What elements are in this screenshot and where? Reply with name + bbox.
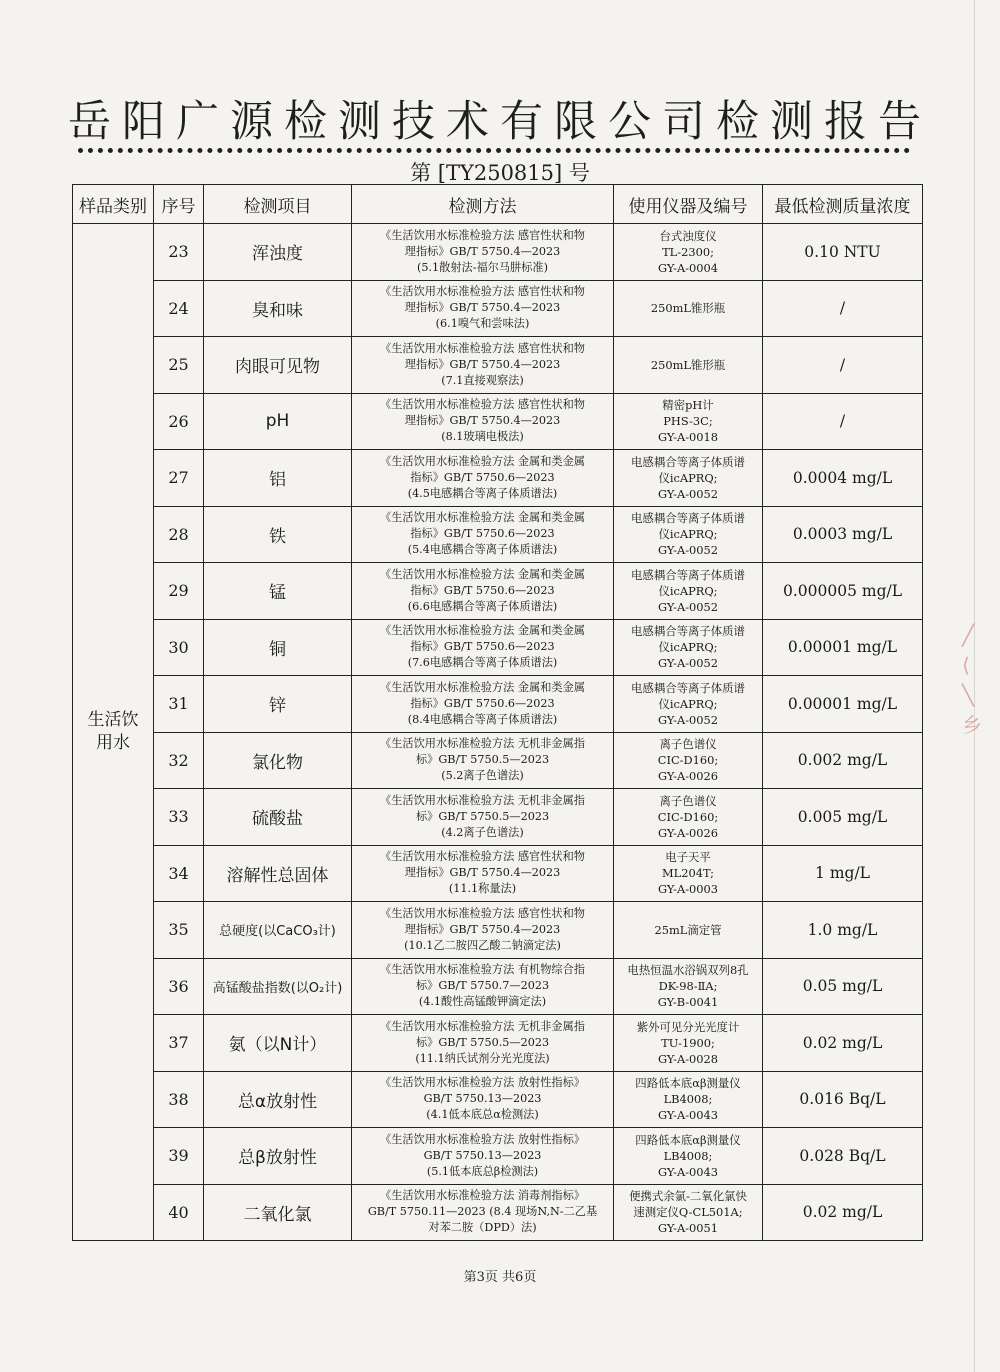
test-item: 铁 bbox=[204, 506, 352, 563]
method-line: 《生活饮用水标准检验方法 无机非金属指 bbox=[380, 1019, 585, 1033]
table-row bbox=[73, 732, 923, 789]
detection-limit: / bbox=[763, 337, 923, 394]
row-number: 23 bbox=[154, 224, 204, 281]
table-row bbox=[73, 563, 923, 620]
test-method bbox=[352, 619, 614, 676]
instrument-line: CIC-D160; bbox=[657, 753, 719, 768]
row-number: 34 bbox=[154, 845, 204, 902]
instrument bbox=[614, 563, 763, 620]
instrument bbox=[614, 393, 763, 450]
method-line: 理指标》GB/T 5750.4—2023 bbox=[404, 301, 561, 315]
instrument-line: GY-A-0051 bbox=[657, 1221, 719, 1236]
row-number: 33 bbox=[154, 789, 204, 846]
row-number: 27 bbox=[154, 450, 204, 507]
instrument-line: 电感耦合等离子体质谱 bbox=[631, 511, 745, 526]
header-instrument: 使用仪器及编号 bbox=[614, 185, 763, 224]
test-item: pH bbox=[204, 393, 352, 450]
test-method bbox=[352, 1071, 614, 1128]
method-line: 《生活饮用水标准检验方法 有机物综合指 bbox=[380, 963, 585, 977]
method-line: 《生活饮用水标准检验方法 消毒剂指标》 bbox=[380, 1189, 585, 1203]
test-method bbox=[352, 676, 614, 733]
row-number: 25 bbox=[154, 337, 204, 394]
method-line: (8.1玻璃电极法) bbox=[441, 430, 524, 444]
test-method bbox=[352, 506, 614, 563]
instrument-line: GY-A-0043 bbox=[657, 1164, 719, 1179]
method-line: (11.1称量法) bbox=[448, 882, 517, 896]
method-line: (5.4电感耦合等离子体质谱法) bbox=[407, 543, 558, 557]
table-row bbox=[73, 676, 923, 733]
instrument bbox=[614, 676, 763, 733]
method-line: 《生活饮用水标准检验方法 感官性状和物 bbox=[380, 341, 585, 355]
instrument-line: ML204T; bbox=[662, 866, 714, 881]
test-item: 溶解性总固体 bbox=[204, 845, 352, 902]
table-row bbox=[73, 619, 923, 676]
instrument-line: GY-A-0052 bbox=[657, 486, 719, 501]
instrument-line: 仪icAPRQ; bbox=[658, 527, 718, 542]
table-row bbox=[73, 337, 923, 394]
instrument-line: 仪icAPRQ; bbox=[658, 640, 718, 655]
instrument-line: 离子色谱仪 bbox=[659, 793, 717, 808]
method-line: (4.2离子色谱法) bbox=[441, 825, 524, 839]
method-line: (7.6电感耦合等离子体质谱法) bbox=[407, 656, 558, 670]
test-item: 肉眼可见物 bbox=[204, 337, 352, 394]
test-item: 锌 bbox=[204, 676, 352, 733]
method-line: 《生活饮用水标准检验方法 金属和类金属 bbox=[380, 567, 585, 581]
test-method bbox=[352, 1128, 614, 1185]
row-number: 32 bbox=[154, 732, 204, 789]
instrument-line: 电子天平 bbox=[665, 850, 711, 865]
instrument-line: GY-A-0004 bbox=[657, 260, 719, 275]
detection-limit: / bbox=[763, 280, 923, 337]
method-line: (8.4电感耦合等离子体质谱法) bbox=[407, 712, 558, 726]
test-method bbox=[352, 789, 614, 846]
test-item: 硫酸盐 bbox=[204, 789, 352, 846]
method-line: 《生活饮用水标准检验方法 感官性状和物 bbox=[380, 398, 585, 412]
detection-limit: / bbox=[763, 393, 923, 450]
test-item: 总α放射性 bbox=[204, 1071, 352, 1128]
row-number: 31 bbox=[154, 676, 204, 733]
method-line: GB/T 5750.11—2023 (8.4 现场N,N-二乙基 bbox=[367, 1205, 598, 1219]
method-line: 理指标》GB/T 5750.4—2023 bbox=[404, 414, 561, 428]
detection-limit: 0.00001 mg/L bbox=[763, 619, 923, 676]
instrument bbox=[614, 845, 763, 902]
instrument bbox=[614, 224, 763, 281]
instrument-line: 电感耦合等离子体质谱 bbox=[631, 567, 745, 582]
instrument-line: GY-A-0052 bbox=[657, 656, 719, 671]
test-item: 铜 bbox=[204, 619, 352, 676]
method-line: (6.6电感耦合等离子体质谱法) bbox=[407, 599, 558, 613]
method-line: (7.1直接观察法) bbox=[441, 373, 524, 387]
method-line: 《生活饮用水标准检验方法 金属和类金属 bbox=[380, 511, 585, 525]
instrument-line: DK-98-ⅡA; bbox=[658, 979, 718, 994]
method-line: 《生活饮用水标准检验方法 感官性状和物 bbox=[380, 906, 585, 920]
method-line: 指标》GB/T 5750.6—2023 bbox=[410, 640, 555, 654]
method-line: (4.1酸性高锰酸钾滴定法) bbox=[418, 995, 547, 1009]
detection-limit: 0.00001 mg/L bbox=[763, 676, 923, 733]
method-line: GB/T 5750.13—2023 bbox=[423, 1092, 542, 1106]
method-line: 指标》GB/T 5750.6—2023 bbox=[410, 583, 555, 597]
method-line: 指标》GB/T 5750.6—2023 bbox=[410, 470, 555, 484]
method-line: 标》GB/T 5750.5—2023 bbox=[415, 753, 550, 767]
instrument-line: 离子色谱仪 bbox=[659, 737, 717, 752]
table-row bbox=[73, 845, 923, 902]
method-line: 理指标》GB/T 5750.4—2023 bbox=[404, 244, 561, 258]
table-row bbox=[73, 1071, 923, 1128]
instrument-line: TL-2300; bbox=[662, 244, 714, 259]
row-number: 28 bbox=[154, 506, 204, 563]
test-item: 总硬度(以CaCO₃计) bbox=[204, 902, 352, 959]
detection-limit: 1.0 mg/L bbox=[763, 902, 923, 959]
test-method bbox=[352, 1184, 614, 1241]
instrument-line: TU-1900; bbox=[661, 1035, 715, 1050]
test-item: 总β放射性 bbox=[204, 1128, 352, 1185]
report-table bbox=[72, 184, 923, 1241]
method-line: (11.1纳氏试剂分光光度法) bbox=[415, 1051, 550, 1065]
instrument-line: GY-A-0026 bbox=[657, 825, 719, 840]
sample-category: 生活饮用水 bbox=[73, 224, 154, 1241]
detection-limit: 0.10 NTU bbox=[763, 224, 923, 281]
instrument-line: 电热恒温水浴锅双列8孔 bbox=[627, 963, 749, 978]
method-line: 标》GB/T 5750.5—2023 bbox=[415, 809, 550, 823]
instrument bbox=[614, 1128, 763, 1185]
test-method bbox=[352, 450, 614, 507]
detection-limit: 0.005 mg/L bbox=[763, 789, 923, 846]
row-number: 39 bbox=[154, 1128, 204, 1185]
method-line: 《生活饮用水标准检验方法 金属和类金属 bbox=[380, 680, 585, 694]
instrument-line: 25mL滴定管 bbox=[654, 922, 722, 937]
header-no: 序号 bbox=[154, 185, 204, 224]
table-row bbox=[73, 902, 923, 959]
method-line: 标》GB/T 5750.5—2023 bbox=[415, 1035, 550, 1049]
test-method bbox=[352, 393, 614, 450]
test-item: 氯化物 bbox=[204, 732, 352, 789]
instrument-line: 仪icAPRQ; bbox=[658, 470, 718, 485]
instrument bbox=[614, 958, 763, 1015]
method-line: 《生活饮用水标准检验方法 无机非金属指 bbox=[380, 793, 585, 807]
method-line: 《生活饮用水标准检验方法 金属和类金属 bbox=[380, 454, 585, 468]
header-limit: 最低检测质量浓度 bbox=[763, 185, 923, 224]
method-line: 理指标》GB/T 5750.4—2023 bbox=[404, 357, 561, 371]
table-row bbox=[73, 506, 923, 563]
test-method bbox=[352, 563, 614, 620]
row-number: 29 bbox=[154, 563, 204, 620]
instrument-line: GY-A-0043 bbox=[657, 1108, 719, 1123]
instrument bbox=[614, 450, 763, 507]
instrument-line: GY-A-0026 bbox=[657, 769, 719, 784]
instrument-line: 电感耦合等离子体质谱 bbox=[631, 680, 745, 695]
instrument-line: 电感耦合等离子体质谱 bbox=[631, 454, 745, 469]
table-row bbox=[73, 224, 923, 281]
method-line: 《生活饮用水标准检验方法 放射性指标》 bbox=[380, 1076, 585, 1090]
row-number: 26 bbox=[154, 393, 204, 450]
report-title: 岳阳广源检测技术有限公司检测报告 bbox=[68, 97, 932, 147]
method-line: (5.1低本底总β检测法) bbox=[426, 1164, 539, 1178]
header-category: 样品类别 bbox=[73, 185, 154, 224]
instrument-line: LB4008; bbox=[663, 1092, 713, 1107]
test-item: 铝 bbox=[204, 450, 352, 507]
method-line: 标》GB/T 5750.7—2023 bbox=[415, 979, 550, 993]
instrument-line: GY-A-0028 bbox=[657, 1051, 719, 1066]
table-row bbox=[73, 280, 923, 337]
detection-limit: 0.0003 mg/L bbox=[763, 506, 923, 563]
instrument-line: GY-A-0018 bbox=[657, 430, 719, 445]
instrument-line: GY-A-0003 bbox=[657, 882, 719, 897]
method-line: 《生活饮用水标准检验方法 感官性状和物 bbox=[380, 228, 585, 242]
test-method bbox=[352, 1015, 614, 1072]
table-row bbox=[73, 1128, 923, 1185]
instrument-line: 精密pH计 bbox=[662, 398, 714, 413]
instrument-line: 紫外可见分光光度计 bbox=[636, 1019, 740, 1034]
title-divider bbox=[78, 148, 910, 153]
test-item: 二氧化氯 bbox=[204, 1184, 352, 1241]
method-line: 《生活饮用水标准检验方法 感官性状和物 bbox=[380, 285, 585, 299]
instrument bbox=[614, 337, 763, 394]
test-method bbox=[352, 280, 614, 337]
test-method bbox=[352, 902, 614, 959]
test-item: 锰 bbox=[204, 563, 352, 620]
method-line: 《生活饮用水标准检验方法 无机非金属指 bbox=[380, 737, 585, 751]
table-row bbox=[73, 789, 923, 846]
method-line: (6.1嗅气和尝味法) bbox=[435, 317, 530, 331]
test-item: 高锰酸盐指数(以O₂计) bbox=[204, 958, 352, 1015]
report-number: 第 [TY250815] 号 bbox=[410, 161, 590, 185]
row-number: 38 bbox=[154, 1071, 204, 1128]
detection-limit: 0.000005 mg/L bbox=[763, 563, 923, 620]
method-line: (4.1低本底总α检测法) bbox=[426, 1108, 539, 1122]
instrument bbox=[614, 1184, 763, 1241]
method-line: (5.2离子色谱法) bbox=[441, 769, 524, 783]
instrument-line: 250mL锥形瓶 bbox=[650, 301, 726, 316]
detection-limit: 0.02 mg/L bbox=[763, 1015, 923, 1072]
table-row bbox=[73, 958, 923, 1015]
instrument-line: CIC-D160; bbox=[657, 809, 719, 824]
method-line: 《生活饮用水标准检验方法 感官性状和物 bbox=[380, 850, 585, 864]
instrument-line: PHS-3C; bbox=[663, 414, 713, 429]
row-number: 40 bbox=[154, 1184, 204, 1241]
instrument bbox=[614, 732, 763, 789]
detection-limit: 0.0004 mg/L bbox=[763, 450, 923, 507]
table-row bbox=[73, 393, 923, 450]
instrument-line: 仪icAPRQ; bbox=[658, 696, 718, 711]
detection-limit: 0.028 Bq/L bbox=[763, 1128, 923, 1185]
instrument-line: GY-A-0052 bbox=[657, 599, 719, 614]
instrument-line: LB4008; bbox=[663, 1148, 713, 1163]
test-method bbox=[352, 958, 614, 1015]
header-method: 检测方法 bbox=[352, 185, 614, 224]
header-item: 检测项目 bbox=[204, 185, 352, 224]
instrument-line: GY-A-0052 bbox=[657, 543, 719, 558]
instrument-line: 四路低本底αβ测量仪 bbox=[635, 1076, 741, 1091]
instrument-line: 电感耦合等离子体质谱 bbox=[631, 624, 745, 639]
instrument-line: 台式浊度仪 bbox=[659, 228, 717, 243]
row-number: 24 bbox=[154, 280, 204, 337]
detection-limit: 0.016 Bq/L bbox=[763, 1071, 923, 1128]
instrument-line: 速测定仪Q-CL501A; bbox=[633, 1205, 743, 1220]
instrument-line: 仪icAPRQ; bbox=[658, 583, 718, 598]
instrument-line: 四路低本底αβ测量仪 bbox=[635, 1132, 741, 1147]
instrument bbox=[614, 902, 763, 959]
method-line: (10.1乙二胺四乙酸二钠滴定法) bbox=[404, 938, 561, 952]
row-number: 35 bbox=[154, 902, 204, 959]
page-footer: 第3页 共6页 bbox=[463, 1270, 537, 1285]
test-method bbox=[352, 845, 614, 902]
row-number: 37 bbox=[154, 1015, 204, 1072]
test-method bbox=[352, 337, 614, 394]
method-line: GB/T 5750.13—2023 bbox=[423, 1148, 542, 1162]
test-item: 氨（以N计） bbox=[204, 1015, 352, 1072]
instrument bbox=[614, 506, 763, 563]
test-method bbox=[352, 732, 614, 789]
test-method bbox=[352, 224, 614, 281]
method-line: 对苯二胺（DPD）法) bbox=[428, 1221, 537, 1235]
instrument-line: GY-A-0052 bbox=[657, 712, 719, 727]
detection-limit: 0.02 mg/L bbox=[763, 1184, 923, 1241]
table-header-row bbox=[73, 185, 923, 224]
instrument bbox=[614, 789, 763, 846]
test-item: 浑浊度 bbox=[204, 224, 352, 281]
method-line: 指标》GB/T 5750.6—2023 bbox=[410, 527, 555, 541]
row-number: 30 bbox=[154, 619, 204, 676]
instrument bbox=[614, 280, 763, 337]
instrument-line: 便携式余氯-二氧化氯快 bbox=[629, 1189, 747, 1204]
table-row bbox=[73, 1015, 923, 1072]
instrument bbox=[614, 1071, 763, 1128]
detection-limit: 0.05 mg/L bbox=[763, 958, 923, 1015]
method-line: (4.5电感耦合等离子体质谱法) bbox=[407, 486, 558, 500]
table-row bbox=[73, 450, 923, 507]
instrument bbox=[614, 1015, 763, 1072]
instrument-line: 250mL锥形瓶 bbox=[650, 357, 726, 372]
detection-limit: 0.002 mg/L bbox=[763, 732, 923, 789]
method-line: 《生活饮用水标准检验方法 金属和类金属 bbox=[380, 624, 585, 638]
red-stamp-fragment: ╱ ⟨ ╲ 乡 bbox=[962, 623, 982, 737]
method-line: 《生活饮用水标准检验方法 放射性指标》 bbox=[380, 1132, 585, 1146]
table-row bbox=[73, 1184, 923, 1241]
detection-limit: 1 mg/L bbox=[763, 845, 923, 902]
row-number: 36 bbox=[154, 958, 204, 1015]
method-line: 理指标》GB/T 5750.4—2023 bbox=[404, 922, 561, 936]
instrument bbox=[614, 619, 763, 676]
instrument-line: GY-B-0041 bbox=[657, 995, 719, 1010]
method-line: 理指标》GB/T 5750.4—2023 bbox=[404, 866, 561, 880]
method-line: 指标》GB/T 5750.6—2023 bbox=[410, 696, 555, 710]
test-item: 臭和味 bbox=[204, 280, 352, 337]
method-line: (5.1散射法-福尔马肼标准) bbox=[417, 260, 548, 274]
